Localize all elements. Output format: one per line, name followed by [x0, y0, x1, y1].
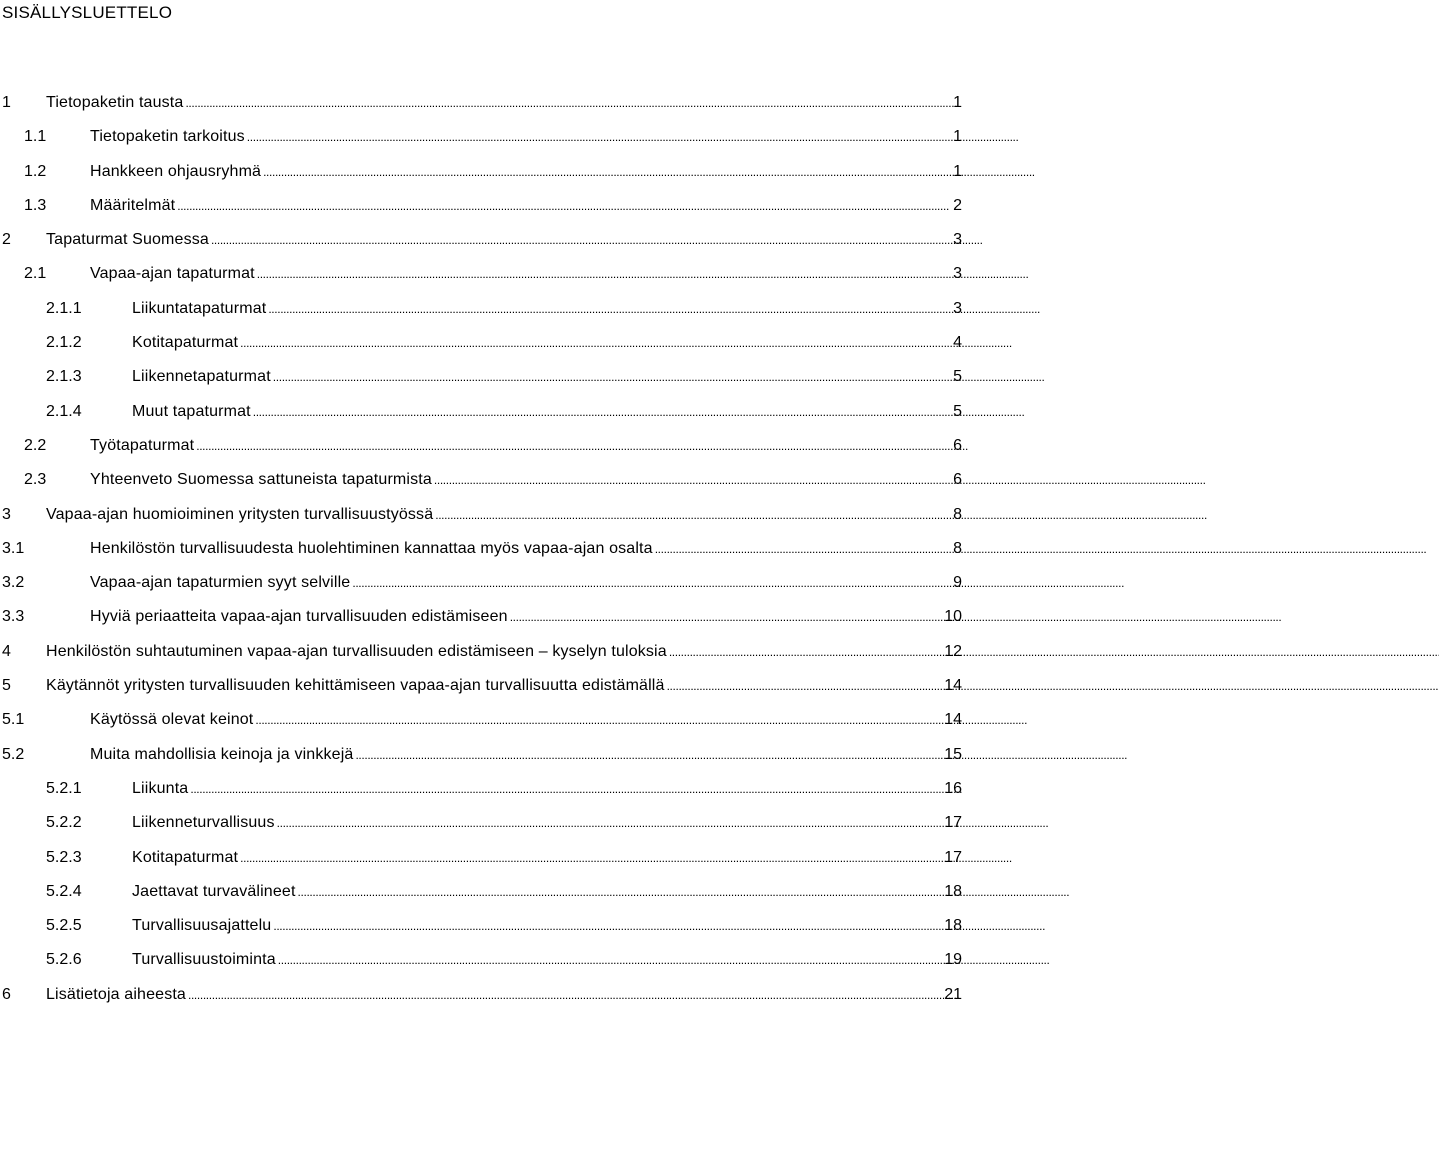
toc-entry-title: Muut tapaturmat: [132, 402, 251, 420]
toc-entry-title: Yhteenveto Suomessa sattuneista tapaturmista: [90, 471, 432, 489]
toc-entry[interactable]: [0, 600, 962, 634]
toc-entry-title: Määritelmät: [90, 196, 176, 214]
toc-entry[interactable]: [0, 703, 962, 737]
toc-dot-leader: [211, 229, 951, 251]
toc-dot-leader: [655, 538, 951, 560]
toc-entry-title: Hyviä periaatteita vapaa-ajan turvallisuuden edistämiseen: [90, 608, 508, 626]
toc-entry-page: 8: [953, 505, 962, 523]
toc-entry-page: 18: [944, 917, 962, 935]
toc-dot-leader: [177, 195, 951, 217]
toc-dot-leader: [247, 126, 951, 148]
toc-entry[interactable]: [0, 429, 962, 463]
toc-dot-leader: [273, 915, 942, 937]
toc-entry[interactable]: [0, 669, 962, 703]
toc-entry[interactable]: [0, 120, 962, 154]
toc-dot-leader: [185, 92, 951, 114]
toc-dot-leader: [196, 435, 951, 457]
toc-dot-leader: [255, 709, 942, 731]
toc-entry-title: Liikunta: [132, 779, 189, 797]
toc-dot-leader: [240, 847, 942, 869]
toc-entry-title: Kotitapaturmat: [132, 334, 239, 352]
toc-entry-page: 5: [953, 402, 962, 420]
toc-entry-title: Lisätietoja aiheesta: [46, 985, 186, 1003]
toc-dot-leader: [298, 881, 943, 903]
toc-entry-page: 3: [953, 299, 962, 317]
toc-entry-number: 3: [2, 505, 11, 523]
toc-dot-leader: [273, 366, 951, 388]
toc-entry[interactable]: [0, 841, 962, 875]
toc-entry-page: 1: [953, 162, 962, 180]
toc-entry-page: 6: [953, 471, 962, 489]
toc-entry-number: 2.2: [24, 436, 47, 454]
toc-entry-page: 9: [953, 574, 962, 592]
toc-entry[interactable]: [0, 566, 962, 600]
toc-entry[interactable]: [0, 155, 962, 189]
toc-entry-page: 19: [944, 951, 962, 969]
toc-entry-number: 2.1.4: [46, 402, 82, 420]
toc-entry-number: 5.2.6: [46, 951, 82, 969]
toc-entry[interactable]: [0, 806, 962, 840]
toc-entry[interactable]: [0, 943, 962, 977]
toc-entry[interactable]: [0, 532, 962, 566]
toc-entry-page: 8: [953, 539, 962, 557]
toc-entry-title: Liikenneturvallisuus: [132, 814, 275, 832]
toc-entry-number: 2.1.1: [46, 299, 82, 317]
toc-entry-page: 1: [953, 128, 962, 146]
toc-entry-title: Hankkeen ohjausryhmä: [90, 162, 262, 180]
toc-entry[interactable]: [0, 189, 962, 223]
toc-list: [0, 86, 962, 1012]
toc-entry[interactable]: [0, 978, 962, 1012]
toc-entry-title: Turvallisuusajattelu: [132, 917, 272, 935]
toc-entry-title: Vapaa-ajan huomioiminen yritysten turvallisuustyössä: [46, 505, 434, 523]
toc-entry-title: Käytössä olevat keinot: [90, 711, 254, 729]
toc-entry-page: 15: [944, 745, 962, 763]
toc-entry-title: Turvallisuustoiminta: [132, 951, 276, 969]
toc-entry-number: 2.1.3: [46, 368, 82, 386]
toc-entry[interactable]: [0, 738, 962, 772]
toc-entry-number: 2: [2, 231, 11, 249]
toc-entry-number: 5.2.1: [46, 779, 82, 797]
toc-entry-page: 18: [944, 882, 962, 900]
toc-entry[interactable]: [0, 326, 962, 360]
toc-entry[interactable]: [0, 875, 962, 909]
toc-entry-page: 3: [953, 265, 962, 283]
toc-entry-page: 17: [944, 848, 962, 866]
toc-entry[interactable]: [0, 635, 962, 669]
toc-entry-number: 5.2.2: [46, 814, 82, 832]
toc-entry-page: 3: [953, 231, 962, 249]
toc-entry-number: 3.3: [2, 608, 25, 626]
toc-entry-number: 2.3: [24, 471, 47, 489]
toc-entry-number: 3.1: [2, 539, 25, 557]
toc-dot-leader: [277, 812, 943, 834]
toc-dot-leader: [253, 401, 951, 423]
toc-dot-leader: [278, 949, 942, 971]
toc-entry-page: 6: [953, 436, 962, 454]
toc-entry-title: Tietopaketin tausta: [46, 94, 184, 111]
toc-dot-leader: [510, 606, 943, 628]
toc-entry-number: 3.2: [2, 574, 25, 592]
toc-entry-number: 5.2.4: [46, 882, 82, 900]
toc-entry-page: 21: [944, 985, 962, 1003]
toc-entry-page: 2: [953, 196, 962, 214]
toc-entry-number: 5.2.5: [46, 917, 82, 935]
toc-entry-number: 1.3: [24, 196, 47, 214]
toc-dot-leader: [188, 984, 942, 1006]
toc-entry-title: Käytännöt yritysten turvallisuuden kehittämiseen vapaa-ajan turvallisuutta edistämällä: [46, 677, 665, 695]
toc-entry-number: 5.2.3: [46, 848, 82, 866]
toc-entry-number: 2.1.2: [46, 334, 82, 352]
toc-entry-page: 1: [953, 94, 962, 111]
toc-entry[interactable]: [0, 360, 962, 394]
toc-entry[interactable]: [0, 292, 962, 326]
toc-entry-title: Henkilöstön suhtautuminen vapaa-ajan turvallisuuden edistämiseen – kyselyn tuloksia: [46, 642, 667, 660]
toc-title: SISÄLLYSLUETTELO: [2, 3, 173, 22]
toc-dot-leader: [268, 298, 951, 320]
toc-entry[interactable]: [0, 772, 962, 806]
toc-entry-number: 5: [2, 677, 11, 695]
toc-dot-leader: [667, 675, 943, 697]
toc-entry-title: Vapaa-ajan tapaturmien syyt selville: [90, 574, 351, 592]
toc-entry-title: Työtapaturmat: [90, 436, 195, 454]
toc-dot-leader: [190, 778, 942, 800]
toc-entry-title: Tietopaketin tarkoitus: [90, 128, 245, 146]
toc-entry-number: 6: [2, 985, 11, 1003]
toc-entry[interactable]: [0, 909, 962, 943]
toc-entry-number: 1.1: [24, 128, 47, 146]
toc-dot-leader: [669, 641, 942, 663]
toc-entry-page: 4: [953, 334, 962, 352]
toc-dot-leader: [435, 504, 951, 526]
toc-entry-title: Liikuntatapaturmat: [132, 299, 267, 317]
toc-dot-leader: [240, 332, 951, 354]
toc-entry-title: Vapaa-ajan tapaturmat: [90, 265, 255, 283]
toc-dot-leader: [355, 744, 942, 766]
toc-entry-number: 1.2: [24, 162, 47, 180]
toc-entry-page: 12: [944, 642, 962, 660]
toc-entry-title: Liikennetapaturmat: [132, 368, 271, 386]
toc-entry-number: 5.1: [2, 711, 25, 729]
toc-entry[interactable]: [0, 223, 962, 257]
toc-entry-number: 5.2: [2, 745, 25, 763]
toc-entry[interactable]: [0, 463, 962, 497]
toc-dot-leader: [257, 263, 951, 285]
toc-entry-page: 14: [944, 711, 962, 729]
toc-entry-title: Muita mahdollisia keinoja ja vinkkejä: [90, 745, 354, 763]
toc-entry-page: 14: [944, 677, 962, 695]
toc-entry[interactable]: [0, 395, 962, 429]
toc-dot-leader: [434, 469, 951, 491]
toc-entry[interactable]: [0, 257, 962, 291]
toc-dot-leader: [263, 161, 951, 183]
toc-entry-number: 4: [2, 642, 11, 660]
toc-dot-leader: [352, 572, 951, 594]
toc-entry-page: 10: [944, 608, 962, 626]
toc-entry[interactable]: [0, 498, 962, 532]
toc-entry-title: Henkilöstön turvallisuudesta huolehtiminen kannattaa myös vapaa-ajan osalta: [90, 539, 653, 557]
toc-entry[interactable]: [0, 86, 962, 120]
toc-entry-page: 5: [953, 368, 962, 386]
toc-entry-page: 17: [944, 814, 962, 832]
toc-entry-page: 16: [944, 779, 962, 797]
toc-entry-number: 1: [2, 94, 11, 111]
toc-entry-title: Jaettavat turvavälineet: [132, 882, 296, 900]
toc-entry-title: Kotitapaturmat: [132, 848, 239, 866]
toc-entry-title: Tapaturmat Suomessa: [46, 231, 209, 249]
toc-entry-number: 2.1: [24, 265, 47, 283]
